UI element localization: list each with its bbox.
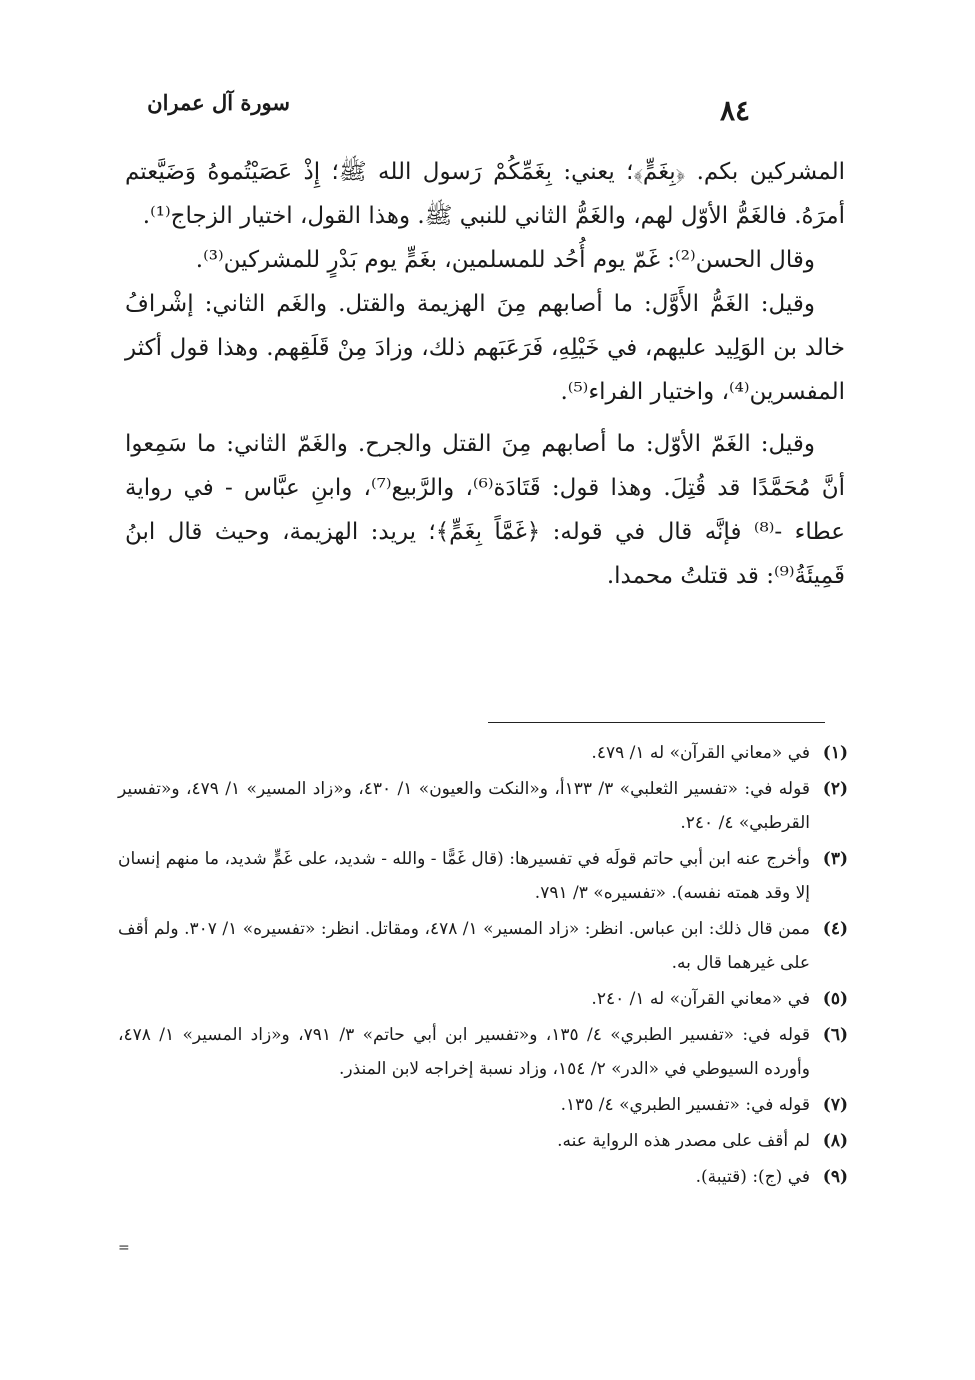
footnote-number: (٤)	[822, 919, 848, 939]
footnote-number: (٩)	[822, 1167, 848, 1187]
footnote	[118, 842, 848, 910]
footnote-text: في «معاني القرآن» له ١/ ٤٧٩.	[591, 743, 810, 763]
footnote-text: لم أقف على مصدر هذه الرواية عنه.	[557, 1131, 810, 1151]
paragraph: وقيل: الغَمّ الأوّل: ما أصابهم مِنَ القتل والجرح. والغَمّ الثاني: ما سَمِعوا أنَّ مُحَمَّدًا قد قُتِلَ. وهذا قول: قَتَادَة⁽⁶⁾، والرَّبيع⁽⁷⁾، وابنِ عبَّاس - في رواية عطاء -⁽⁸⁾ فإنَّه قال في قوله: ﴿غَمَّاً بِغَمٍّ﴾؛ يريد: الهزيمة، وحيث قال ابنُ قَمِيئَةُ⁽⁹⁾: قد قتلتُ محمدا.	[125, 431, 845, 589]
footnote	[118, 1124, 848, 1158]
paragraph: المشركين بكم. ﴿بِغَمٍّ﴾؛ يعني: بِغَمِّكُمْ رَسول الله ﷺ؛ إِذْ عَصَيْتُموهُ وَضَيَّعتم أمرَهُ. فالغَمُّ الأوّل لهم، والغَمُّ الثاني للنبي ﷺ. وهذا القول، اختيار الزجاج⁽¹⁾.	[125, 159, 845, 229]
footnote-text: في (ج): (قتيبة).	[695, 1167, 810, 1187]
footnote	[118, 982, 848, 1016]
footnote	[118, 1160, 848, 1194]
paragraph: وقيل: الغَمُّ الأَوَّل: ما أصابهم مِنَ الهزيمة والقتل. والغَم الثاني: إشْرافُ خالد بن الوَلِيد عليهم، في خَيْلِهِ، فَرَعَبَهم ذلك، وزادَ مِنْ قَلَقِهم. وهذا قول أكثر المفسرين⁽⁴⁾، واختيار الفراء⁽⁵⁾.	[125, 291, 845, 405]
footnote	[118, 912, 848, 980]
footnote-text: ممن قال ذلك: ابن عباس. انظر: «زاد المسير» ١/ ٤٧٨، ومقاتل. انظر: «تفسيره» ١/ ٣٠٧. ولم أقف على غيرهما قال به.	[118, 919, 810, 973]
footnote-text: قوله في: «تفسير الطبري» ٤/ ١٣٥، و«تفسير ابن أبي حاتم» ٣/ ٧٩١، و«زاد المسير» ١/ ٤٧٨، وأورده السيوطي في «الدر» ٢/ ١٥٤، وزاد نسبة إخراجه لابن المنذر.	[118, 1025, 811, 1079]
footnote-number: (١)	[822, 743, 848, 763]
surah-title: سورة آل عمران	[147, 90, 290, 115]
page-header	[147, 82, 850, 132]
footnote	[118, 736, 848, 770]
footnote-number: (٨)	[822, 1131, 848, 1151]
main-text	[125, 150, 845, 598]
footnote-text: قوله في: «تفسير الطبري» ٤/ ١٣٥.	[560, 1095, 810, 1115]
signature-mark: =	[118, 1240, 130, 1256]
footnote-text: قوله في: «تفسير الثعلبي» ٣/ ١٣٣أ، و«النكت والعيون» ١/ ٤٣٠، و«زاد المسير» ١/ ٤٧٩، و«تفسير القرطبي» ٤/ ٢٤٠.	[118, 779, 811, 833]
footnote-text: في «معاني القرآن» له ١/ ٢٤٠.	[591, 989, 810, 1009]
footnote-number: (٥)	[822, 989, 848, 1009]
footnotes	[118, 736, 848, 1196]
footnote-number: (٧)	[822, 1095, 848, 1115]
footnote	[118, 1018, 848, 1086]
footnote-number: (٣)	[822, 849, 848, 869]
footnote-number: (٢)	[822, 779, 848, 799]
footnote	[118, 772, 848, 840]
paragraph: وقال الحسن⁽²⁾: غَمّ يوم أُحُد للمسلمين، بغَمٍّ يوم بَدْرٍ للمشركين⁽³⁾.	[195, 247, 815, 273]
footnote-text: وأخرج عنه ابن أبي حاتم قولَه في تفسيرها: (قال غَمًّا - والله - شديد، على غَمٍّ شديد، ما منهم إنسان إلا وقد همته نفسه). «تفسيره» ٣/ ٧٩١.	[118, 849, 810, 903]
footnote-divider	[488, 722, 825, 723]
footnote-number: (٦)	[822, 1025, 848, 1045]
footnote	[118, 1088, 848, 1122]
page-number: ٨٤	[720, 94, 751, 127]
